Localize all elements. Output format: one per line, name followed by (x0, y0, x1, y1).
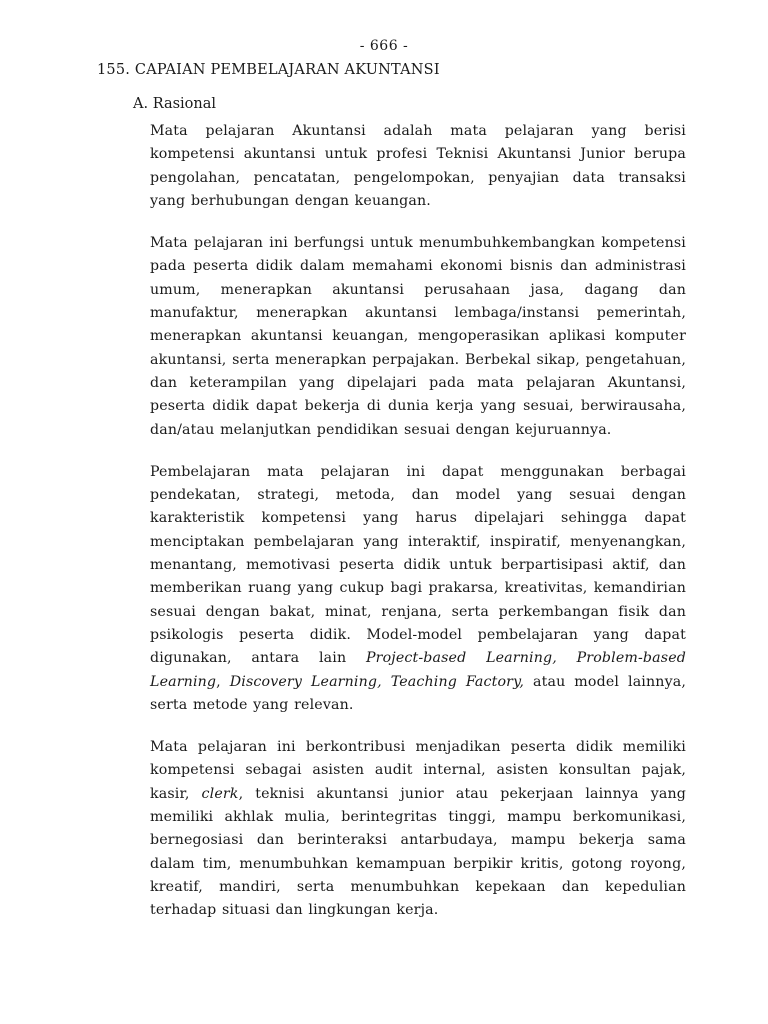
paragraph-1 (150, 120, 686, 213)
paragraph-4-text-after: , teknisi akuntansi junior atau pekerjaan lainnya yang memiliki akhlak mulia, berintegritas tinggi, mampu berkomunikasi, bernegosiasi dan berinteraksi antarbudaya, mampu bekerja sama dalam tim, menumbuhkan kemampuan berpikir kritis, gotong royong, kreatif, mandiri, serta menumbuhkan kepekaan dan kepedulian terhadap situasi dan lingkungan kerja. (150, 785, 686, 919)
paragraph-3-text-after: atau model lainnya, serta metode yang relevan. (150, 673, 686, 713)
paragraph-3-italic-methods-2: Discovery Learning, Teaching Factory, (229, 673, 525, 690)
paragraph-3-text-before: Pembelajaran mata pelajaran ini dapat menggunakan berbagai pendekatan, strategi, metoda, dan model yang sesuai dengan karakteristik kompetensi yang harus dipelajari sehingga dapat menciptakan pembelajaran yang interaktif, inspiratif, menyenangkan, menantang, memotivasi peserta didik untuk berpartisipasi aktif, dan memberikan ruang yang cukup bagi prakarsa, kreativitas, kemandirian sesuai dengan bakat, minat, renjana, serta perkembangan fisik dan psikologis peserta didik. Model-model pembelajaran yang dapat digunakan, antara lain (150, 463, 686, 667)
paragraph-2 (150, 232, 686, 442)
page-number: - 666 - (359, 38, 409, 54)
paragraph-4-text-before: Mata pelajaran ini berkontribusi menjadikan peserta didik memiliki kompetensi sebagai asisten audit internal, asisten konsultan pajak, kasir, (150, 739, 686, 802)
paragraph-3 (150, 461, 686, 717)
paragraph-4 (150, 736, 686, 922)
body-text (150, 120, 686, 942)
chapter-title: 155. CAPAIAN PEMBELAJARAN AKUNTANSI (97, 62, 440, 78)
section-heading: A. Rasional (133, 96, 217, 112)
paragraph-4-italic-clerk: clerk (201, 785, 239, 802)
paragraph-3-separator: , (216, 673, 230, 690)
paragraph-2-text: Mata pelajaran ini berfungsi untuk menumbuhkembangkan kompetensi pada peserta didik dalam memahami ekonomi bisnis dan administrasi umum, menerapkan akuntansi perusahaan jasa, dagang dan manufaktur, menerapkan akuntansi lembaga/instansi pemerintah, menerapkan akuntansi keuangan, mengoperasikan aplikasi komputer akuntansi, serta menerapkan perpajakan. Berbekal sikap, pengetahuan, dan keterampilan yang dipelajari pada mata pelajaran Akuntansi, peserta didik dapat bekerja di dunia kerja yang sesuai, berwirausaha, dan/atau melanjutkan pendidikan sesuai dengan kejuruannya. (150, 235, 686, 438)
paragraph-1-text: Mata pelajaran Akuntansi adalah mata pelajaran yang berisi kompetensi akuntansi untuk profesi Teknisi Akuntansi Junior berupa pengolahan, pencatatan, pengelompokan, penyajian data transaksi yang berhubungan dengan keuangan. (150, 123, 686, 209)
paragraph-3-italic-methods-1: Project-based Learning, Problem-based Learning (150, 650, 686, 690)
